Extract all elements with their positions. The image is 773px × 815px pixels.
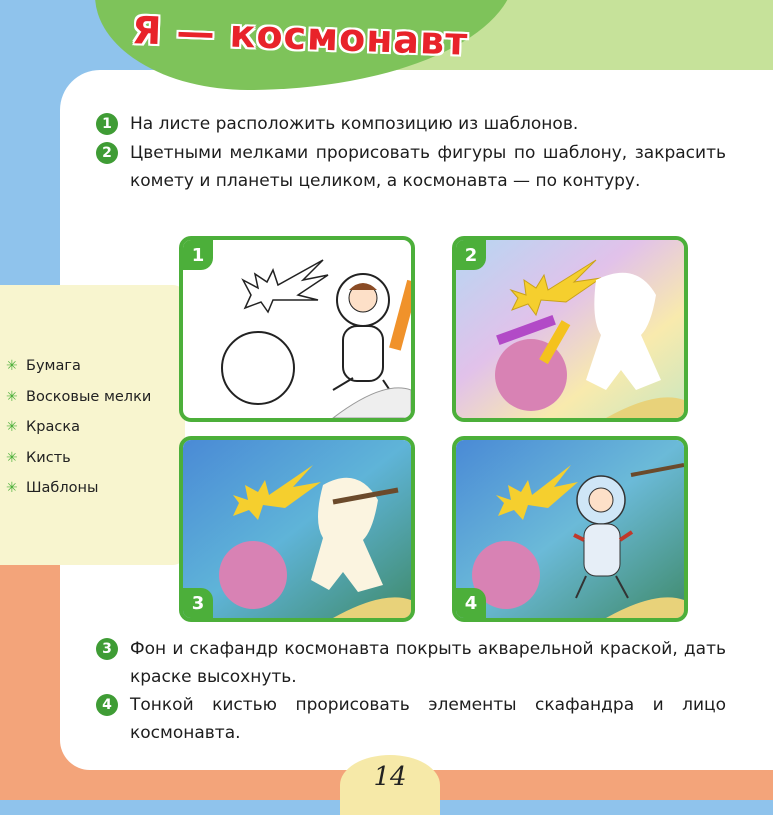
watercolor-painting-drawing: [183, 440, 411, 618]
instruction-step-4: [96, 691, 726, 747]
materials-list: [6, 357, 151, 510]
astronaut-outline-drawing: [183, 240, 411, 418]
step-number-badge: 3: [96, 638, 118, 660]
colored-crayon-drawing: [456, 240, 684, 418]
star-bullet-icon: ✳: [6, 480, 18, 496]
star-bullet-icon: ✳: [6, 449, 18, 466]
step-text: На листе расположить композицию из шаблонов.: [130, 114, 579, 134]
step-number-badge: 1: [96, 113, 118, 135]
step-number-badge: 4: [96, 694, 118, 716]
illustration-panel-3: [179, 436, 415, 622]
page-title: Я — космонавт: [131, 8, 469, 64]
illustration-panel-2: [452, 236, 688, 422]
material-label: Шаблоны: [26, 480, 99, 496]
panel-number-badge: 3: [183, 588, 213, 618]
list-item: [6, 479, 151, 510]
material-label: Краска: [26, 419, 80, 435]
step-text: Цветными мелками прорисовать фигуры по шаблону, закрасить комету и планеты целиком, а космонавта — по контуру.: [130, 143, 726, 191]
star-bullet-icon: ✳: [6, 358, 18, 374]
list-item: [6, 418, 151, 449]
list-item: [6, 357, 151, 388]
panel-number-badge: 1: [183, 240, 213, 270]
material-label: Восковые мелки: [26, 388, 152, 405]
step-number-badge: 2: [96, 142, 118, 164]
panel-number-badge: 4: [456, 588, 486, 618]
step-text: Тонкой кистью прорисовать элементы скафандра и лицо космонавта.: [130, 695, 726, 743]
finished-astronaut-drawing: [456, 440, 684, 618]
instruction-step-2: [96, 139, 726, 195]
list-item: [6, 449, 151, 480]
material-label: Кисть: [26, 449, 71, 466]
star-bullet-icon: ✳: [6, 388, 18, 405]
instruction-step-1: [96, 110, 726, 138]
list-item: [6, 388, 151, 419]
instruction-step-3: [96, 635, 726, 691]
material-label: Бумага: [26, 358, 81, 374]
panel-number-badge: 2: [456, 240, 486, 270]
page-number: 14: [373, 762, 407, 792]
step-text: Фон и скафандр космонавта покрыть акварельной краской, дать краске высохнуть.: [130, 639, 726, 687]
illustration-panel-1: [179, 236, 415, 422]
star-bullet-icon: ✳: [6, 419, 18, 435]
illustration-panel-4: [452, 436, 688, 622]
